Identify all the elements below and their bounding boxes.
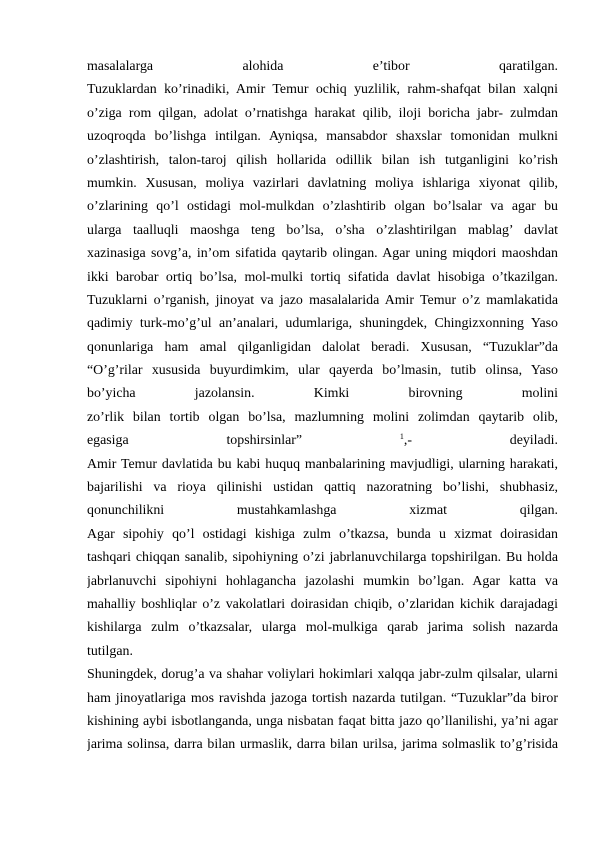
text-line: [87, 687, 558, 710]
footnote-marker: 1: [399, 432, 404, 442]
line-text: qonunlariga ham amal qilganligidan dalolat beradi. Xususan, “Tuzuklar”da: [87, 339, 558, 355]
text-line: [87, 429, 558, 452]
text-line: [87, 78, 558, 101]
text-line: [87, 125, 558, 148]
line-text: “O’g’rilar xususida buyurdimkim, ular qayerda bo’lmasin, tutib olinsa, Yaso: [87, 363, 558, 379]
line-text: kishining aybi isbotlanganda, unga nisbatan faqat bitta jazo qo’llanilishi, ya’ni agar: [87, 713, 558, 729]
line-text: bajarilishi va rioya qilinishi ustidan qattiq nazoratning bo’lishi, shubhasiz,: [87, 480, 558, 496]
text-line: [87, 616, 558, 639]
text-line: [87, 546, 558, 569]
line-text: o’zlarining qo’l ostidagi mol-mulkdan o’zlashtirib olgan bo’lsalar va agar bu: [87, 199, 558, 215]
line-text: bo’yicha jazolansin. Kimki birovning molini: [87, 386, 558, 402]
text-line: [87, 382, 558, 405]
text-line: [87, 406, 558, 429]
text-line: [87, 219, 558, 242]
text-line: [87, 289, 558, 312]
text-line: [87, 336, 558, 359]
line-text: tutilgan.: [87, 643, 133, 659]
text-line: [87, 570, 558, 593]
text-line: [87, 476, 558, 499]
text-line: [87, 172, 558, 195]
text-line: [87, 242, 558, 265]
line-text: zo’rlik bilan tortib olgan bo’lsa, mazlumning molini zolimdan qaytarib olib,: [87, 409, 558, 425]
text-line: [87, 640, 558, 663]
line-text: jabrlanuvchi sipohiyni hohlagancha jazolashi mumkin bo’lgan. Agar katta va: [87, 573, 558, 589]
text-line: [87, 453, 558, 476]
line-text: kishilarga zulm o’tkazsalar, ularga mol-mulkiga qarab jarima solish nazarda: [87, 620, 558, 636]
text-line: [87, 499, 558, 522]
line-text-continued: ,- deyiladi.: [403, 433, 558, 449]
line-text: xazinasiga sovg’a, in’om sifatida qaytarib olingan. Agar uning miqdori maoshdan: [87, 246, 558, 262]
text-line: [87, 312, 558, 335]
line-text: Amir Temur davlatida bu kabi huquq manbalarining mavjudligi, ularning harakati,: [87, 456, 558, 472]
line-text: mumkin. Xususan, moliya vazirlari davlatning moliya ishlariga xiyonat qilib,: [87, 175, 558, 191]
line-text: tashqari chiqqan sanalib, sipohiyning o’zi jabrlanuvchilarga topshirilgan. Bu holda: [87, 550, 558, 566]
line-text: ularga taalluqli maoshga teng bo’lsa, o’sha o’zlashtirilgan mablag’ davlat: [87, 222, 558, 238]
text-line: [87, 593, 558, 616]
line-text: masalalarga alohida e’tibor qaratilgan.: [87, 59, 558, 74]
line-text: Agar sipohiy qo’l ostidagi kishiga zulm o’tkazsa, bunda u xizmat doirasidan: [87, 526, 558, 542]
text-line: [87, 195, 558, 218]
document-body: [87, 55, 558, 757]
text-line: [87, 663, 558, 686]
line-text: o’zlashtirish, talon-taroj qilish hollarida odillik bilan ish tutganligini ko’rish: [87, 152, 558, 168]
text-line: [87, 55, 558, 78]
text-line: [87, 266, 558, 289]
line-text: mahalliy boshliqlar o’z vakolatlari doirasidan chiqib, o’zlaridan kichik darajadagi: [87, 596, 558, 612]
text-line: [87, 733, 558, 756]
line-text: Tuzuklardan ko’rinadiki, Amir Temur ochiq yuzlilik, rahm-shafqat bilan xalqni: [87, 82, 558, 98]
line-text: ikki barobar ortiq bo’lsa, mol-mulki tortiq sifatida davlat hisobiga o’tkazilgan.: [87, 269, 558, 285]
text-line: [87, 710, 558, 733]
line-text: egasiga topshirsinlar”: [87, 433, 303, 449]
line-text: uzoqroqda bo’lishga intilgan. Ayniqsa, mansabdor shaxslar tomonidan mulkni: [87, 129, 558, 145]
line-text: qonunchilikni mustahkamlashga xizmat qilgan.: [87, 503, 558, 519]
text-line: [87, 359, 558, 382]
text-line: [87, 102, 558, 125]
text-line: [87, 523, 558, 546]
line-text: qadimiy turk-mo’g’ul an’analari, udumlariga, shuningdek, Chingizxonning Yaso: [87, 316, 558, 332]
line-text: jarima solinsa, darra bilan urmaslik, darra bilan urilsa, jarima solmaslik to’g’risida: [87, 737, 558, 753]
line-text: Tuzuklarni o’rganish, jinoyat va jazo masalalarida Amir Temur o’z mamlakatida: [87, 292, 558, 308]
line-text: Shuningdek, dorug’a va shahar voliylari hokimlari xalqqa jabr-zulm qilsalar, ularni: [87, 667, 558, 683]
line-text: o’ziga rom qilgan, adolat o’rnatishga harakat qilib, iloji boricha jabr- zulmdan: [87, 105, 558, 121]
line-text: ham jinoyatlariga mos ravishda jazoga tortish nazarda tutilgan. “Tuzuklar”da biror: [87, 690, 558, 706]
text-line: [87, 149, 558, 172]
